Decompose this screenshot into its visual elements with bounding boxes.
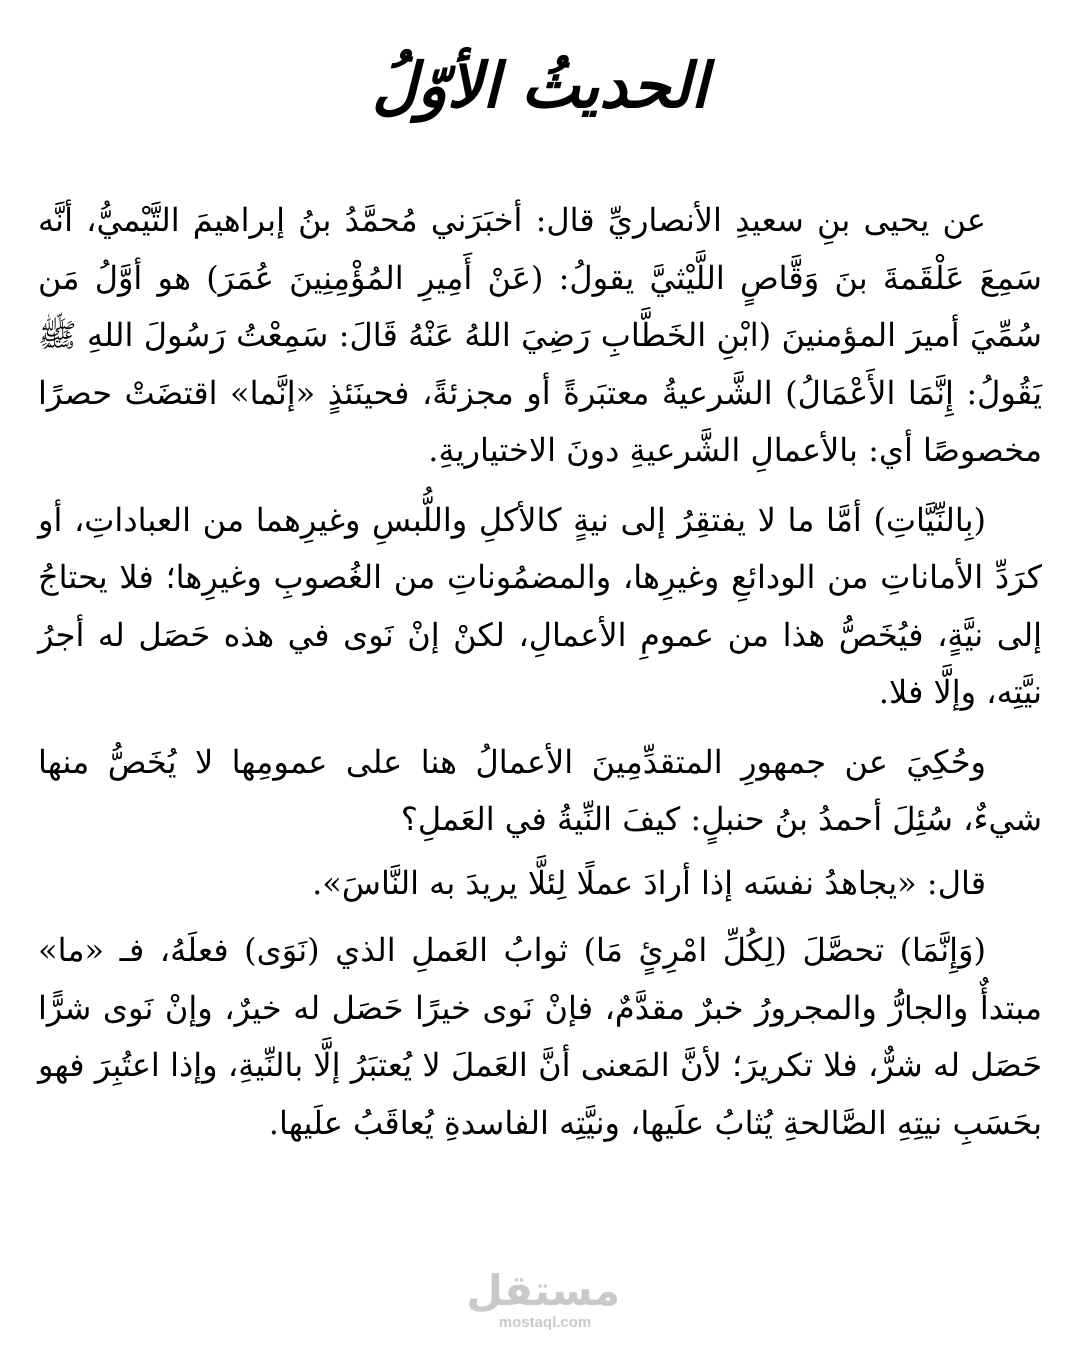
document-title: الحديثُ الأوّلُ bbox=[372, 49, 708, 122]
paragraph-4: قال: «يجاهدُ نفسَه إذا أرادَ عملًا لِئلَّا يريدَ به النَّاسَ». bbox=[312, 863, 986, 902]
paragraph-3: وحُكِيَ عن جمهورِ المتقدِّمِينَ الأعمالُ هنا على عمومِها لا يُخَصُّ منها شيءٌ، سُئِلَ أحمدُ بنُ حنبلٍ: كيفَ النِّيةُ في العَملِ؟ bbox=[38, 742, 1042, 838]
paragraph-2: (بِالنِّيَّاتِ) أمَّا ما لا يفتقِرُ إلى نيةٍ كالأكلِ واللُّبسِ وغيرِهما من العباداتِ، أو كرَدِّ الأماناتِ من الودائعِ وغيرِها، والمضمُوناتِ من الغُصوبِ وغيرِها؛ فلا يحتاجُ إلى نيَّةٍ، فيُخَصُّ هذا من عمومِ الأعمالِ، لكنْ إنْ نَوى في هذه حَصَل له أجرُ نيَّتِه، وإلَّا فلا. bbox=[38, 500, 1043, 711]
paragraph-1: عن يحيى بنِ سعيدِ الأنصاريِّ قال: أخبَرَني مُحمَّدُ بنُ إبراهيمَ التَّيْميُّ، أنَّه سَمِعَ عَلْقَمةَ بنَ وَقَّاصٍ اللَّيْثيَّ يقولُ: (عَنْ أَمِيرِ المُؤْمِنِينَ عُمَرَ) هو أوَّلُ مَن سُمِّيَ أميرَ المؤمنينَ (ابْنِ الخَطَّابِ رَضِيَ اللهُ عَنْهُ قَالَ: سَمِعْتُ رَسُولَ اللهِ ﷺ يَقُولُ: إِنَّمَا الأَعْمَالُ) الشَّرعيةُ معتبَرةً أو مجزئةً، فحينَئذٍ «إنَّما» اقتضَتْ حصرًا مخصوصًا أي: بالأعمالِ الشَّرعيةِ دونَ الاختياريةِ. bbox=[38, 201, 1043, 469]
paragraph-5: (وَإِنَّمَا) تحصَّلَ (لِكُلِّ امْرِئٍ مَا) ثوابُ العَملِ الذي (نَوَى) فعلَهُ، فـ «ما» مبتدأٌ والجارُّ والمجرورُ خبرٌ مقدَّمٌ، فإنْ نَوى خيرًا حَصَل له خيرٌ، وإنْ نَوى شرًّا حَصَل له شرٌّ، فلا تكريرَ؛ لأنَّ المَعنى أنَّ العَملَ لا يُعتبَرُ إلَّا بالنِّيةِ، وإذا اعتُبِرَ فهو بحَسَبِ نيتِهِ الصَّالحةِ يُثابُ علَيها، ونيَّتِه الفاسدةِ يُعاقَبُ علَيها. bbox=[38, 931, 1043, 1142]
watermark-logo bbox=[466, 1266, 620, 1344]
watermark-arabic: مستقل bbox=[466, 1266, 620, 1315]
watermark-latin: mostaql.com bbox=[498, 1314, 592, 1331]
